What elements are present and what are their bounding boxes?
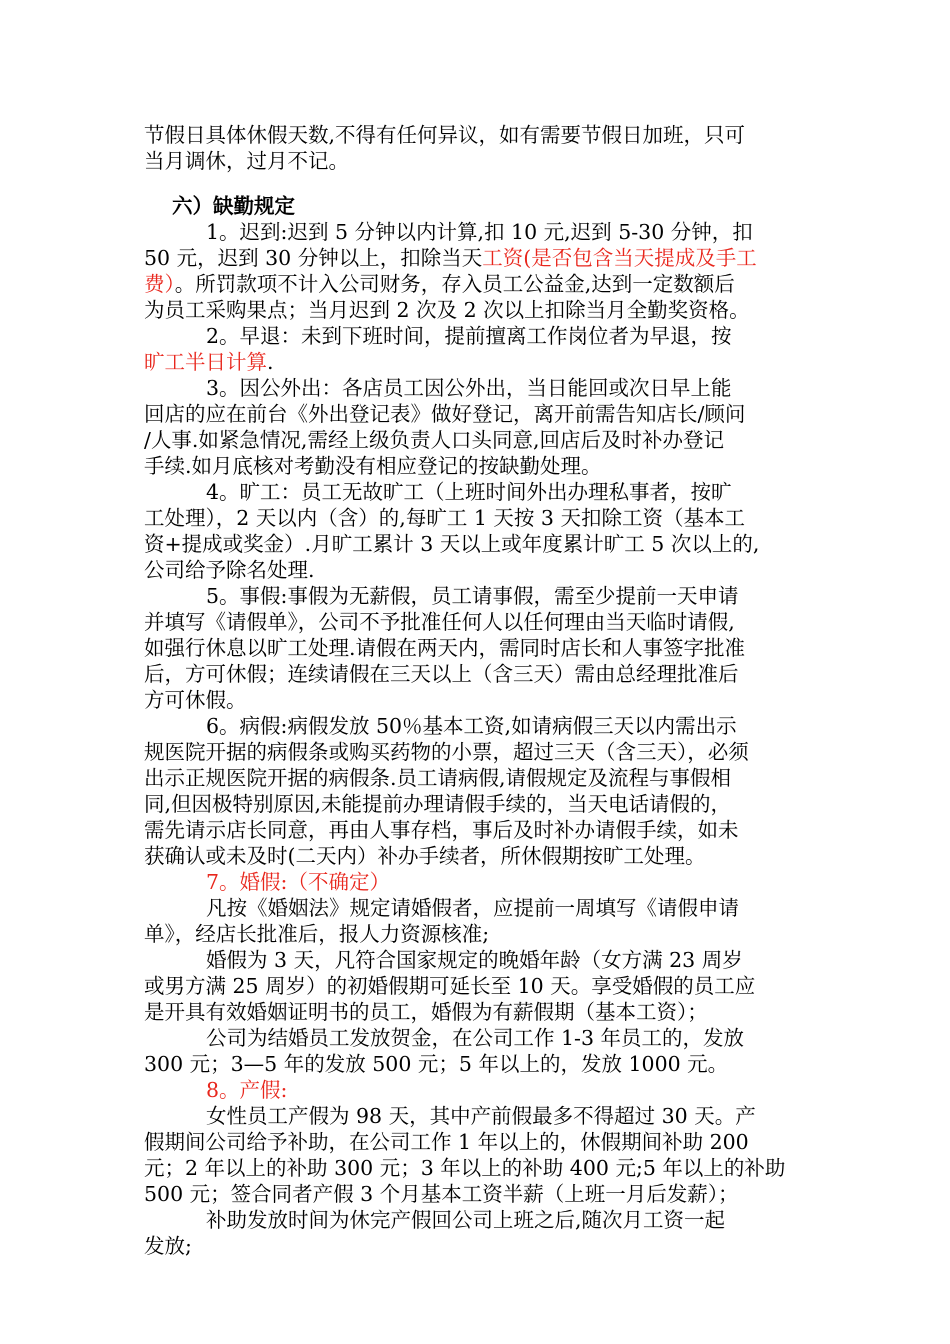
text-line: 女性员工产假为 98 天，其中产前假最多不得超过 30 天。产: [206, 1104, 756, 1128]
text-line: 当月调休，过月不记。: [144, 149, 349, 173]
text-line: 出示正规医院开据的病假条.员工请病假,请假规定及流程与事假相: [144, 766, 732, 790]
text-line: [144, 245, 810, 271]
text-line: 公司给予除名处理.: [144, 558, 315, 582]
text-line: 发放;: [144, 1234, 192, 1258]
text-line: 节假日具体休假天数,不得有任何异议，如有需要节假日加班，只可: [144, 123, 746, 147]
text-line: 1。迟到:迟到 5 分钟以内计算,扣 10 元,迟到 5-30 分钟，扣: [206, 220, 753, 244]
text-line: /人事.如紧急情况,需经上级负责人口头同意,回店后及时补办登记: [144, 428, 724, 452]
text-line: 为员工采购果点；当月迟到 2 次及 2 次以上扣除当月全勤奖资格。: [144, 298, 750, 322]
text-line: 方可休假。: [144, 688, 247, 712]
text-line: 婚假为 3 天，凡符合国家规定的晚婚年龄（女方满 23 周岁: [206, 948, 743, 972]
text-line: 并填写《请假单》，公司不予批准任何人以任何理由当天临时请假,: [144, 610, 735, 634]
text-line: 假期间公司给予补助，在公司工作 1 年以上的，休假期间补助 200: [144, 1130, 749, 1154]
text-line: 公司为结婚员工发放贺金，在公司工作 1-3 年员工的，发放: [206, 1026, 745, 1050]
text-line: 是开具有效婚姻证明书的员工，婚假为有薪假期（基本工资）；: [144, 1000, 708, 1024]
text-line: 回店的应在前台《外出登记表》做好登记，离开前需告知店长/顾问: [144, 402, 746, 426]
text-line: 元；2 年以上的补助 300 元；3 年以上的补助 400 元;5 年以上的补助: [144, 1156, 786, 1180]
text-line: 资+提成或奖金）.月旷工累计 3 天以上或年度累计旷工 5 次以上的,: [144, 532, 760, 556]
text-line: 工处理），2 天以内（含）的,每旷工 1 天按 3 天扣除工资（基本工: [144, 506, 745, 530]
text-line: 获确认或未及时(二天内）补办手续者，所休假期按旷工处理。: [144, 844, 706, 868]
text-line: [144, 349, 810, 375]
text-line: 凡按《婚姻法》规定请婚假者，应提前一周填写《请假申请: [206, 896, 739, 920]
text-line: 规医院开据的病假条或购买药物的小票，超过三天（含三天），必须: [144, 740, 749, 764]
text-line: 5。事假:事假为无薪假，员工请事假，需至少提前一天申请: [206, 584, 739, 608]
highlight-text: 费）: [144, 272, 175, 296]
text-line: 500 元；签合同者产假 3 个月基本工资半薪（上班一月后发薪）；: [144, 1182, 739, 1206]
text-line: 如强行休息以旷工处理.请假在两天内，需同时店长和人事签字批准: [144, 636, 746, 660]
section-heading: 六）缺勤规定: [172, 194, 295, 218]
text-line: 后，方可休假；连续请假在三天以上（含三天）需由总经理批准后: [144, 662, 739, 686]
text-span: 50 元，迟到 30 分钟以上，扣除当天: [144, 246, 483, 270]
text-line: 4。旷工：员工无故旷工（上班时间外出办理私事者，按旷: [206, 480, 732, 504]
subsection-heading: 7。婚假:（不确定）: [206, 870, 390, 894]
text-line: 300 元；3—5 年的发放 500 元；5 年以上的，发放 1000 元。: [144, 1052, 729, 1076]
text-line: 6。病假:病假发放 50％基本工资,如请病假三天以内需出示: [206, 714, 737, 738]
text-line: 或男方满 25 周岁）的初婚假期可延长至 10 天。享受婚假的员工应: [144, 974, 756, 998]
absence-section: [144, 193, 810, 1259]
intro-paragraph: [144, 122, 810, 174]
text-span: .: [267, 350, 274, 374]
highlight-text: 旷工半日计算: [144, 350, 267, 374]
text-line: 单》，经店长批准后，报人力资源核准;: [144, 922, 490, 946]
text-line: [144, 271, 810, 297]
text-span: 。所罚款项不计入公司财务，存入员工公益金,达到一定数额后: [174, 272, 735, 296]
text-line: 手续.如月底核对考勤没有相应登记的按缺勤处理。: [144, 454, 602, 478]
text-line: 3。因公外出：各店员工因公外出，当日能回或次日早上能: [206, 376, 732, 400]
text-line: 补助发放时间为休完产假回公司上班之后,随次月工资一起: [206, 1208, 726, 1232]
subsection-heading: 8。产假:: [206, 1078, 288, 1102]
highlight-text: 工资(是否包含当天提成及手工: [482, 246, 757, 270]
text-line: 2。早退：未到下班时间，提前擅离工作岗位者为早退，按: [206, 324, 732, 348]
text-line: 同,但因极特别原因,未能提前办理请假手续的，当天电话请假的，: [144, 792, 732, 816]
text-line: 需先请示店长同意，再由人事存档，事后及时补办请假手续，如未: [144, 818, 739, 842]
